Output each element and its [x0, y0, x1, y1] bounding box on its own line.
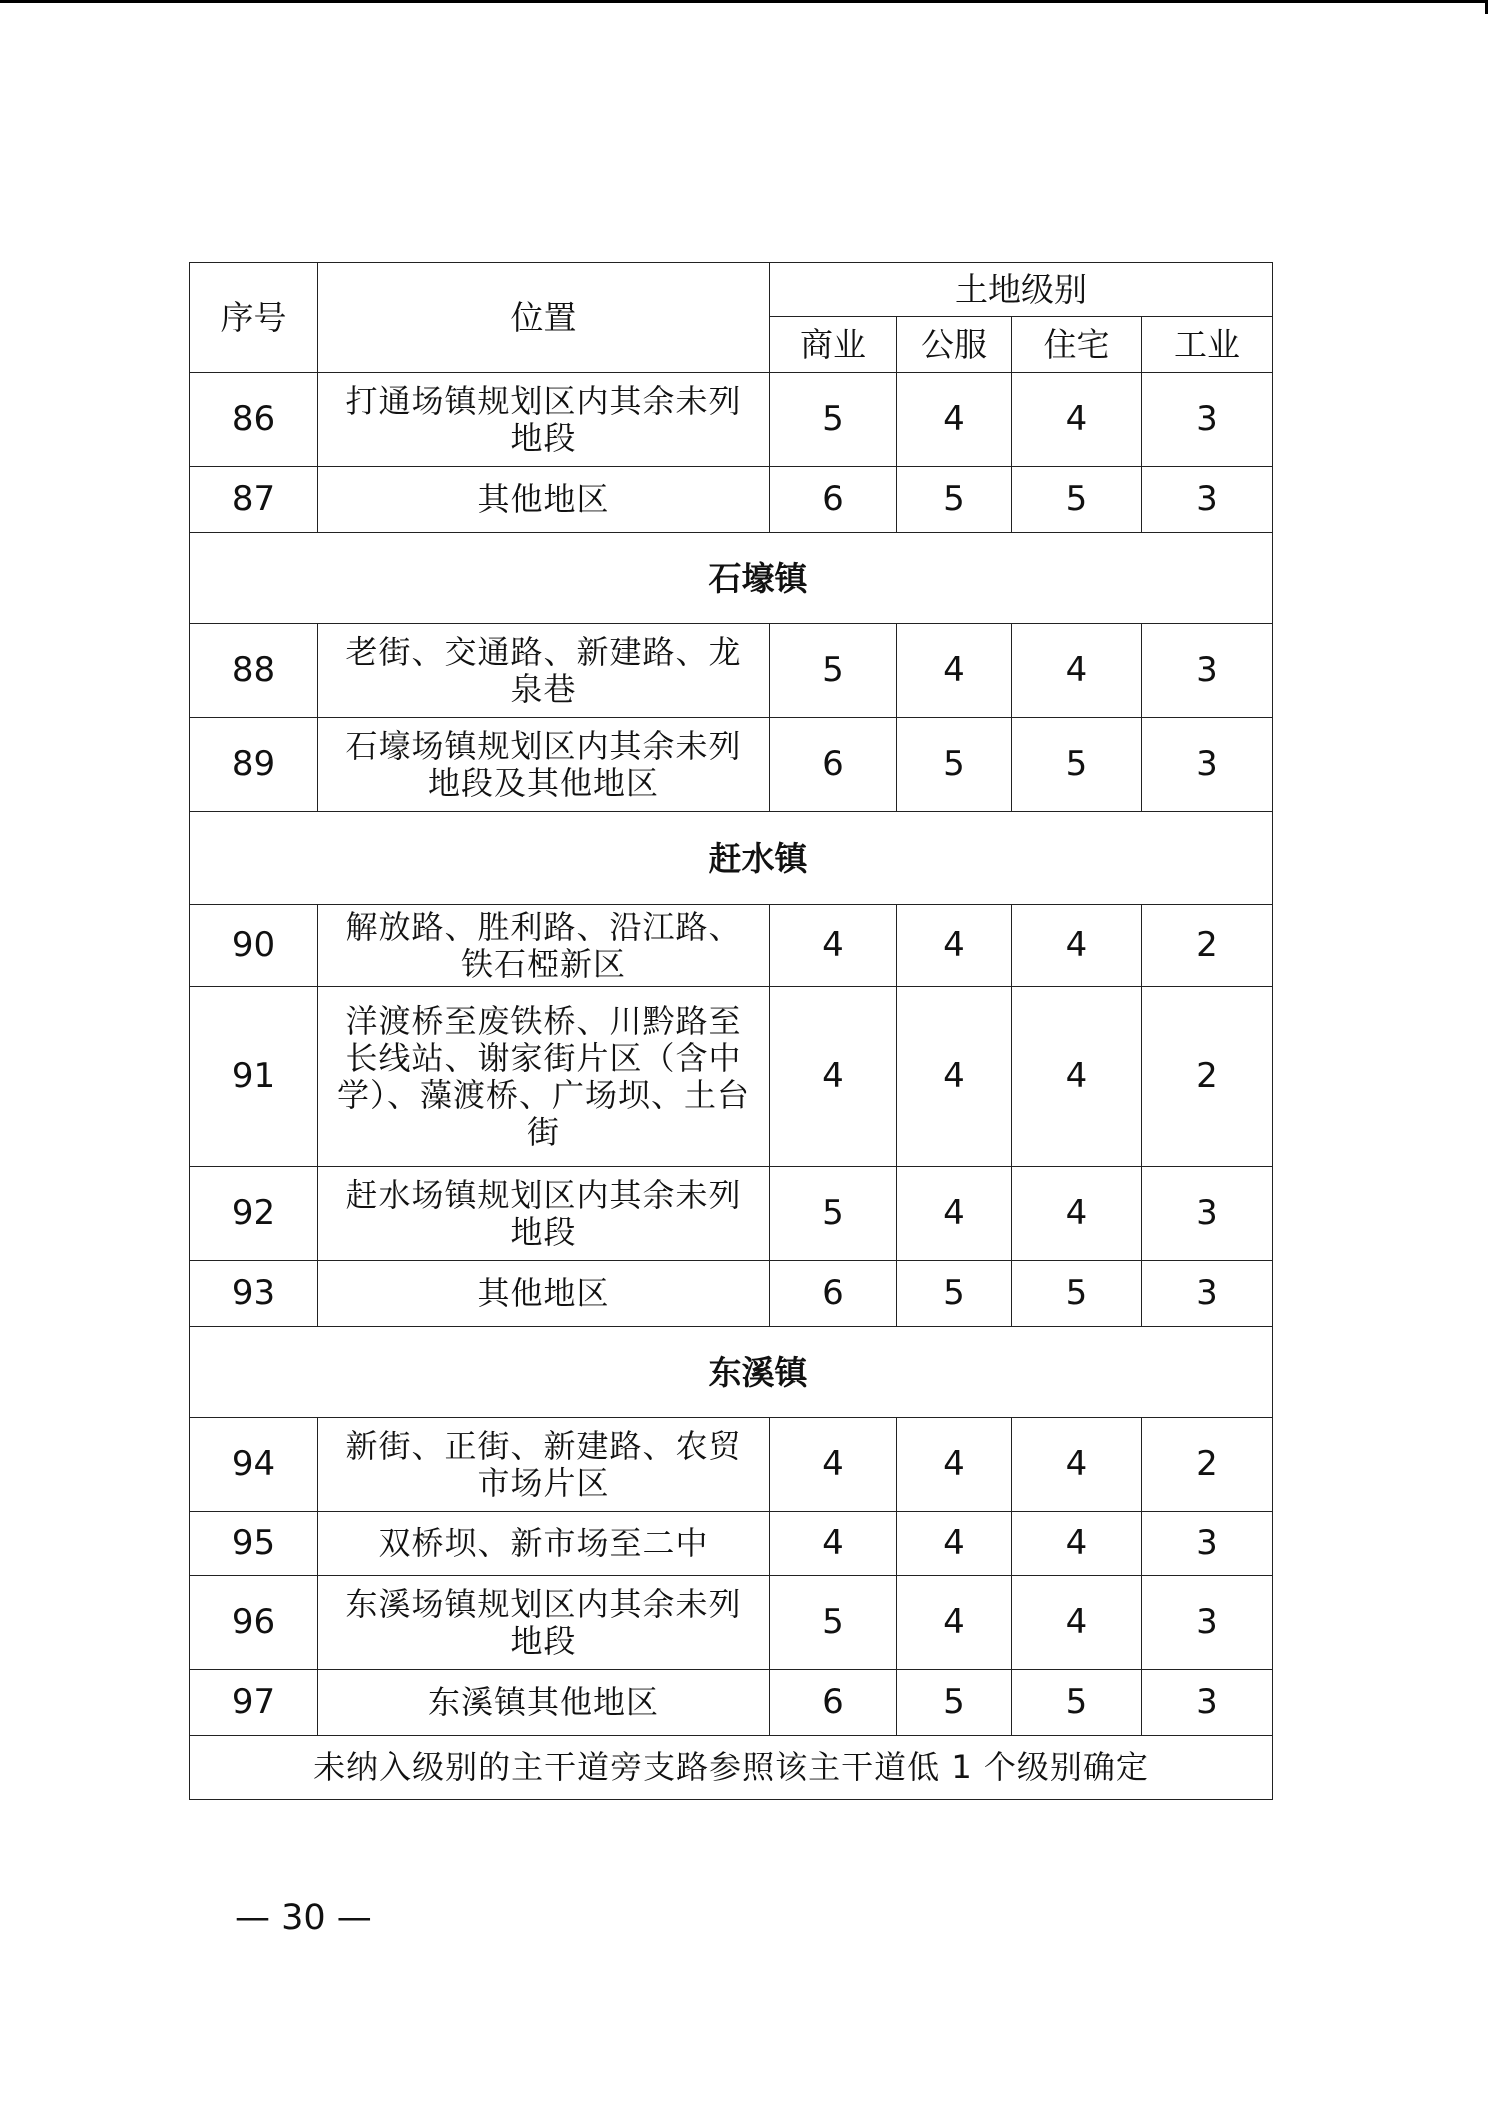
row-seq: 88	[190, 624, 318, 718]
table-header-row	[190, 263, 1273, 317]
row-location: 石壕场镇规划区内其余未列地段及其他地区	[318, 718, 770, 812]
row-grade-residential: 5	[1012, 1670, 1142, 1736]
row-grade-residential: 4	[1012, 373, 1142, 467]
row-grade-public-service: 5	[897, 1261, 1012, 1327]
row-grade-residential: 4	[1012, 905, 1142, 987]
row-grade-public-service: 4	[897, 987, 1012, 1167]
row-seq: 87	[190, 467, 318, 533]
row-location: 洋渡桥至废铁桥、川黔路至长线站、谢家街片区（含中学）、藻渡桥、广场坝、土台街	[318, 987, 770, 1167]
row-grade-commercial: 4	[770, 1512, 897, 1576]
row-grade-public-service: 4	[897, 1576, 1012, 1670]
header-industrial: 工业	[1142, 317, 1273, 373]
land-grade-table	[189, 262, 1273, 1800]
footnote-text: 未纳入级别的主干道旁支路参照该主干道低 1 个级别确定	[190, 1736, 1273, 1800]
table-row	[190, 718, 1273, 812]
row-location: 双桥坝、新市场至二中	[318, 1512, 770, 1576]
row-seq: 93	[190, 1261, 318, 1327]
row-grade-industrial: 3	[1142, 624, 1273, 718]
row-location: 打通场镇规划区内其余未列地段	[318, 373, 770, 467]
row-location: 新街、正街、新建路、农贸市场片区	[318, 1418, 770, 1512]
row-grade-industrial: 3	[1142, 1576, 1273, 1670]
section-row	[190, 1327, 1273, 1418]
table-row	[190, 1670, 1273, 1736]
row-grade-residential: 4	[1012, 1576, 1142, 1670]
row-grade-commercial: 4	[770, 1418, 897, 1512]
header-commercial: 商业	[770, 317, 897, 373]
page-top-border	[0, 0, 1488, 3]
row-grade-commercial: 5	[770, 1167, 897, 1261]
row-location: 解放路、胜利路、沿江路、铁石椏新区	[318, 905, 770, 987]
row-grade-industrial: 3	[1142, 718, 1273, 812]
row-grade-commercial: 6	[770, 467, 897, 533]
row-grade-commercial: 6	[770, 1261, 897, 1327]
row-seq: 92	[190, 1167, 318, 1261]
row-grade-public-service: 5	[897, 467, 1012, 533]
header-public-service: 公服	[897, 317, 1012, 373]
row-grade-commercial: 5	[770, 624, 897, 718]
row-grade-residential: 4	[1012, 1167, 1142, 1261]
table-row	[190, 1167, 1273, 1261]
header-seq: 序号	[190, 263, 318, 373]
row-grade-residential: 4	[1012, 624, 1142, 718]
row-grade-residential: 5	[1012, 718, 1142, 812]
row-grade-public-service: 4	[897, 373, 1012, 467]
row-grade-industrial: 2	[1142, 905, 1273, 987]
table-row	[190, 624, 1273, 718]
row-grade-industrial: 3	[1142, 1512, 1273, 1576]
table-row	[190, 373, 1273, 467]
row-grade-industrial: 3	[1142, 1261, 1273, 1327]
page-number: — 30 —	[235, 1898, 372, 1938]
row-seq: 89	[190, 718, 318, 812]
row-grade-industrial: 2	[1142, 1418, 1273, 1512]
row-grade-residential: 5	[1012, 467, 1142, 533]
row-seq: 86	[190, 373, 318, 467]
row-grade-residential: 5	[1012, 1261, 1142, 1327]
table-row	[190, 1261, 1273, 1327]
section-row	[190, 812, 1273, 905]
header-location: 位置	[318, 263, 770, 373]
row-seq: 91	[190, 987, 318, 1167]
row-location: 赶水场镇规划区内其余未列地段	[318, 1167, 770, 1261]
table-row	[190, 1512, 1273, 1576]
table-body	[190, 373, 1273, 1736]
row-seq: 90	[190, 905, 318, 987]
row-seq: 94	[190, 1418, 318, 1512]
row-grade-commercial: 6	[770, 1670, 897, 1736]
row-grade-public-service: 4	[897, 1167, 1012, 1261]
row-seq: 95	[190, 1512, 318, 1576]
row-grade-public-service: 4	[897, 1512, 1012, 1576]
row-grade-industrial: 2	[1142, 987, 1273, 1167]
table-row	[190, 1418, 1273, 1512]
row-grade-public-service: 5	[897, 718, 1012, 812]
table-row	[190, 987, 1273, 1167]
row-location: 老街、交通路、新建路、龙泉巷	[318, 624, 770, 718]
row-grade-public-service: 4	[897, 1418, 1012, 1512]
row-grade-public-service: 5	[897, 1670, 1012, 1736]
section-row	[190, 533, 1273, 624]
row-grade-public-service: 4	[897, 624, 1012, 718]
row-location: 其他地区	[318, 467, 770, 533]
section-title-text: 赶水镇	[708, 838, 808, 878]
row-grade-industrial: 3	[1142, 373, 1273, 467]
row-location: 其他地区	[318, 1261, 770, 1327]
row-grade-public-service: 4	[897, 905, 1012, 987]
row-grade-commercial: 4	[770, 905, 897, 987]
table-row	[190, 905, 1273, 987]
section-title	[190, 812, 1273, 905]
row-grade-commercial: 4	[770, 987, 897, 1167]
row-grade-industrial: 3	[1142, 1670, 1273, 1736]
row-location: 东溪镇其他地区	[318, 1670, 770, 1736]
row-grade-commercial: 5	[770, 373, 897, 467]
row-grade-residential: 4	[1012, 1512, 1142, 1576]
section-title-text: 东溪镇	[708, 1352, 808, 1392]
row-grade-commercial: 5	[770, 1576, 897, 1670]
row-seq: 97	[190, 1670, 318, 1736]
table-row	[190, 1576, 1273, 1670]
section-title	[190, 1327, 1273, 1418]
row-grade-residential: 4	[1012, 1418, 1142, 1512]
header-residential: 住宅	[1012, 317, 1142, 373]
row-grade-industrial: 3	[1142, 467, 1273, 533]
row-grade-industrial: 3	[1142, 1167, 1273, 1261]
row-location: 东溪场镇规划区内其余未列地段	[318, 1576, 770, 1670]
row-grade-residential: 4	[1012, 987, 1142, 1167]
footnote-row	[190, 1736, 1273, 1800]
row-grade-commercial: 6	[770, 718, 897, 812]
section-title-text: 石壕镇	[708, 558, 808, 598]
table-row	[190, 467, 1273, 533]
header-land-grade: 土地级别	[770, 263, 1273, 317]
row-seq: 96	[190, 1576, 318, 1670]
section-title	[190, 533, 1273, 624]
